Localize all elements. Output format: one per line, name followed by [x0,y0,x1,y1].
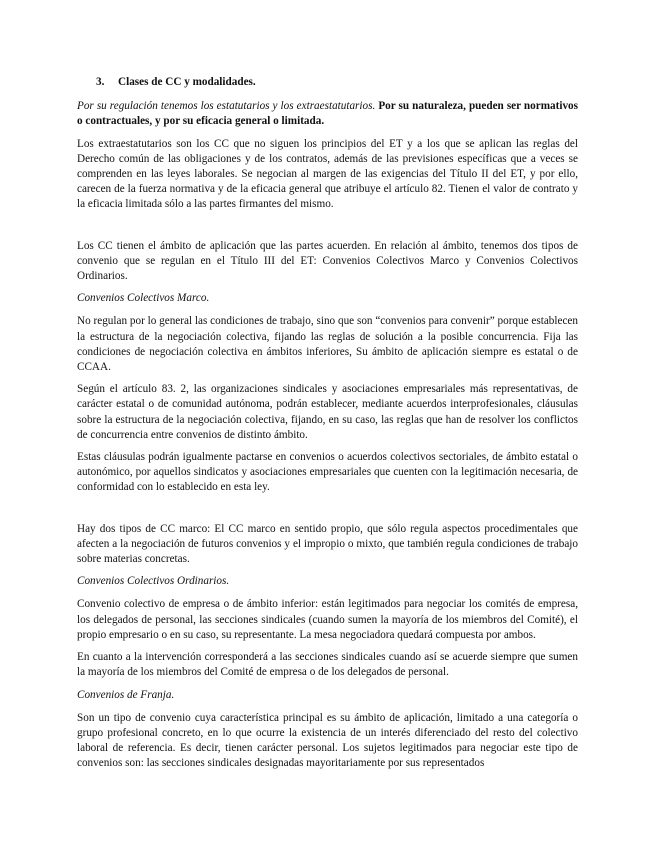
paragraph-marco-4: Hay dos tipos de CC marco: El CC marco en sentido propio, que sólo regula aspectos procedimentales que afecten a la negociación de futuros convenios y el impropio o mixto, que también regula condiciones de trabajo sobre materias concretas. [77,522,578,566]
subheading-marco: Convenios Colectivos Marco. [77,292,210,305]
section-number: 3. [96,76,105,88]
subheading-franja: Convenios de Franja. [77,688,175,701]
section-title: Clases de CC y modalidades. [118,76,256,88]
paragraph-ambito: Los CC tienen el ámbito de aplicación que las partes acuerden. En relación al ámbito, tenemos dos tipos de convenio que se regulan en el Título III del ET: Convenios Colectivos Marco y Convenios Colectivos Ordinarios. [77,239,578,283]
paragraph-extraestatutarios: Los extraestatutarios son los CC que no siguen los principios del ET y a los que se aplican las reglas del Derecho común de las obligaciones y de los contratos, además de las previsiones específicas que a veces se comprenden en las leyes laborales. Se negocian al margen de las exigencias del Título II del ET, y por ello, carecen de la fuerza normativa y de la eficacia general que atribuye el artículo 82. Tienen el valor de contrato y la eficacia limitada sólo a las partes firmantes del mismo. [77,137,578,211]
paragraph-franja-1: Son un tipo de convenio cuya característica principal es su ámbito de aplicación, limitado a una categoría o grupo profesional concreto, en lo que ocurre la existencia de un interés diferenciado del resto del colectivo laboral de referencia. Es decir, tienen carácter personal. Los sujetos legitimados para negociar este tipo de convenios son: las secciones sindicales designadas mayoritariamente por sus representados [77,711,578,770]
intro-paragraph [77,99,578,129]
paragraph-ordinarios-2: En cuanto a la intervención corresponderá a las secciones sindicales cuando así se acuerde siempre que sumen la mayoría de los miembros del Comité de empresa o de los delegados de personal. [77,651,578,679]
paragraph-marco-2: Según el artículo 83. 2, las organizaciones sindicales y asociaciones empresariales más representativas, de carácter estatal o de comunidad autónoma, podrán establecer, mediante acuerdos interprofesionales, cláusulas sobre la estructura de la negociación colectiva, fijando, en su caso, las reglas que han de resolver los conflictos de concurrencia entre convenios de distinto ámbito. [77,383,578,441]
paragraph-marco-1: No regulan por lo general las condiciones de trabajo, sino que son “convenios para convenir” porque establecen la estructura de la negociación colectiva, fijando las reglas de solución a la posible concurrencia. Fija las condiciones de negociación colectiva en ámbitos inferiores, Su ámbito de aplicación siempre es estatal o de CCAA. [77,315,578,374]
subheading-ordinarios: Convenios Colectivos Ordinarios. [77,575,230,588]
intro-bold-text: Por su naturaleza, pueden ser normativos o contractuales, y por su eficacia general o limitada. [77,100,579,128]
paragraph-marco-3: Estas cláusulas podrán igualmente pactarse en convenios o acuerdos colectivos sectoriales, de ámbito estatal o autonómico, por aquellos sindicatos y asociaciones empresariales que cuenten con la legitimación necesaria, de conformidad con lo establecido en esta ley. [77,451,578,494]
intro-italic-text: Por su regulación tenemos los estatutarios y los extraestatutarios. [77,100,376,113]
paragraph-ordinarios-1: Convenio colectivo de empresa o de ámbito inferior: están legitimados para negociar los comités de empresa, los delegados de personal, las secciones sindicales (cuando sumen la mayoría de los miembros del Comité), el propio empresario o en su caso, su representante. La mesa negociadora quedará compuesta por ambos. [77,598,578,641]
section-heading [96,75,578,90]
